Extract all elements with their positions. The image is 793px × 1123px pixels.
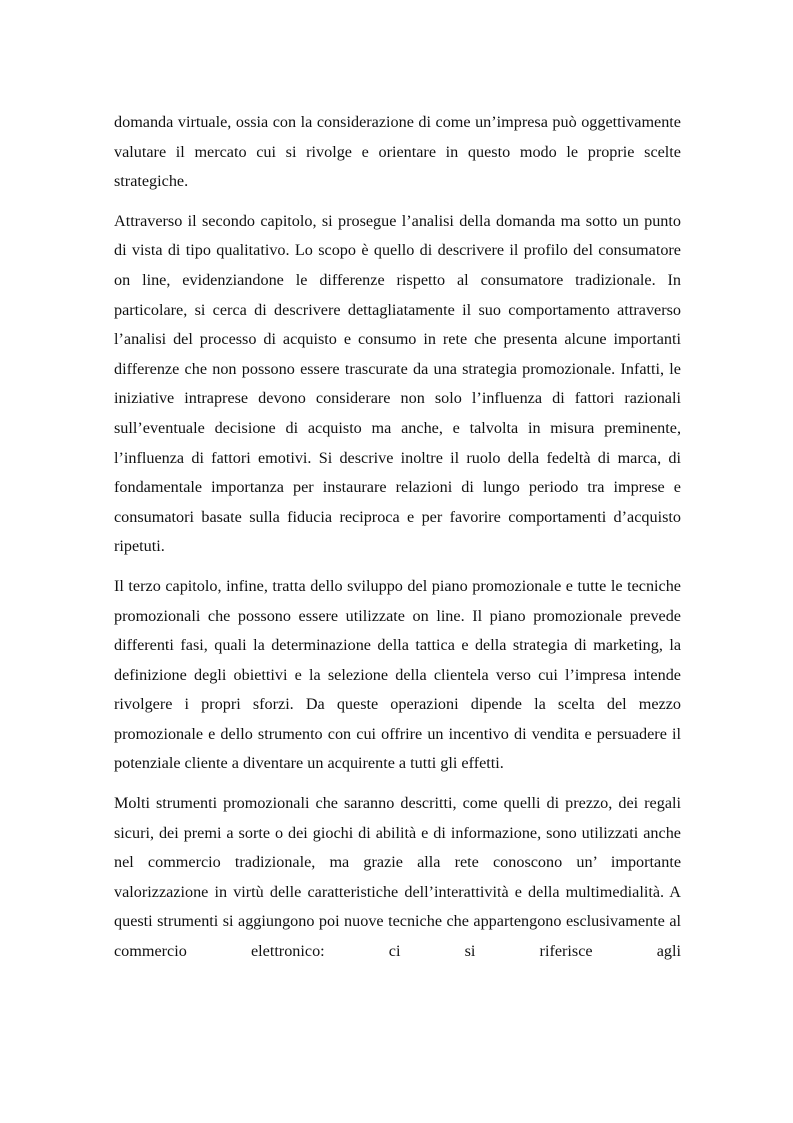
paragraph-second-chapter: Attraverso il secondo capitolo, si prosegue l’analisi della domanda ma sotto un punto di vista di tipo qualitativo. Lo scopo è quello di descrivere il profilo del consumatore on line, evidenziandone le differenze rispetto al consumatore tradizionale. In particolare, si cerca di descrivere dettagliatamente il suo comportamento attraverso l’analisi del processo di acquisto e consumo in rete che presenta alcune importanti differenze che non possono essere trascurate da una strategia promozionale. Infatti, le iniziative intraprese devono considerare non solo l’influenza di fattori razionali sull’eventuale decisione di acquisto ma anche, e talvolta in misura preminente, l’influenza di fattori emotivi. Si descrive inoltre il ruolo della fedeltà di marca, di fondamentale importanza per instaurare relazioni di lungo periodo tra imprese e consumatori basate sulla fiducia reciproca e per favorire comportamenti d’acquisto ripetuti.	[114, 211, 681, 556]
paragraph-third-chapter: Il terzo capitolo, infine, tratta dello sviluppo del piano promozionale e tutte le tecniche promozionali che possono essere utilizzate on line. Il piano promozionale prevede differenti fasi, quali la determinazione della tattica e della strategia di marketing, la definizione degli obiettivi e la selezione della clientela verso cui l’impresa intende rivolgere i propri sforzi. Da queste operazioni dipende la scelta del mezzo promozionale e dello strumento con cui offrire un incentivo di vendita e persuadere il potenziale cliente a diventare un acquirente a tutti gli effetti.	[114, 576, 681, 773]
body-text	[114, 108, 681, 977]
paragraph-continuation: domanda virtuale, ossia con la considerazione di come un’impresa può oggettivamente valutare il mercato cui si rivolge e orientare in questo modo le proprie scelte strategiche.	[114, 113, 681, 191]
paragraph-promotional-tools: Molti strumenti promozionali che saranno descritti, come quelli di prezzo, dei regali sicuri, dei premi a sorte o dei giochi di abilità e di informazione, sono utilizzati anche nel commercio tradizionale, ma grazie alla rete conoscono un’ importante valorizzazione in virtù delle caratteristiche dell’interattività e della multimedialità. A questi strumenti si aggiungono poi nuove tecniche che appartengono esclusivamente al commercio elettronico: ci si riferisce agli	[114, 794, 681, 961]
